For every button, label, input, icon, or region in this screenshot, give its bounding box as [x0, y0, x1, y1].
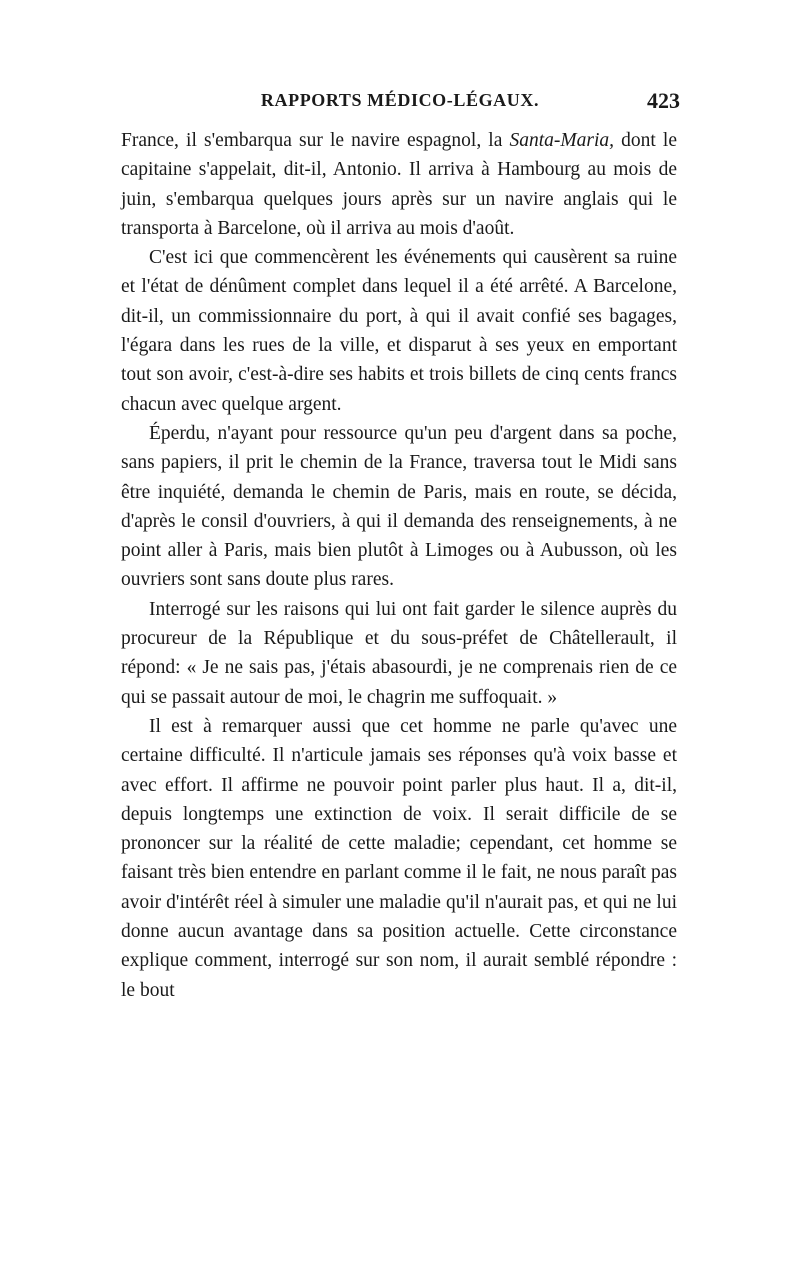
paragraph-1 — [121, 126, 677, 243]
paragraph-4: Interrogé sur les raisons qui lui ont fait garder le silence auprès du procureur de la République et du sous-préfet de Châtellerault, il répond: « Je ne sais pas, j'étais abasourdi, je ne comprenais rien de ce qui se passait autour de moi, le chagrin me suffoquait. » — [121, 598, 677, 708]
paragraph-3: Éperdu, n'ayant pour ressource qu'un peu d'argent dans sa poche, sans papiers, il prit le chemin de la France, traversa tout le Midi sans être inquiété, demanda le chemin de Paris, mais en route, se décida, d'après le consil d'ouvriers, à qui il demanda des renseignements, à ne point aller à Paris, mais bien plutôt à Limoges ou à Aubusson, où les ouvriers sont sans doute plus rares. — [121, 422, 677, 591]
page-number: 423 — [647, 88, 680, 113]
ship-name: Santa-Maria, — [509, 130, 615, 151]
body-text — [121, 126, 677, 1005]
running-title: RAPPORTS MÉDICO-LÉGAUX. — [260, 90, 540, 110]
paragraph-2: C'est ici que commencèrent les événements qui causèrent sa ruine et l'état de dénûment complet dans lequel il a été arrêté. A Barcelone, dit-il, un commissionnaire du port, à qui il avait confié ses bagages, l'égara dans les rues de la ville, et disparut à ses yeux en emportant tout son avoir, c'est-à-dire ses habits et trois billets de cinq cents francs chacun avec quelque argent. — [121, 247, 677, 415]
running-head — [120, 90, 680, 120]
paragraph-5: Il est à remarquer aussi que cet homme ne parle qu'avec une certaine difficulté. Il n'articule jamais ses réponses qu'à voix basse et avec effort. Il affirme ne pouvoir point parler plus haut. Il a, dit-il, depuis longtemps une extinction de voix. Il serait difficile de se prononcer sur la réalité de cette maladie; cependant, cet homme se faisant très bien entendre en parlant comme il le fait, ne nous paraît pas avoir d'intérêt réel à simuler une maladie qu'il n'aurait pas, et qui ne lui donne aucun avantage dans sa position actuelle. Cette circonstance explique comment, interrogé sur son nom, il aurait semblé répondre : le bout — [121, 715, 677, 1001]
paragraph-1-text-before: France, il s'embarqua sur le navire espagnol, la — [121, 130, 510, 151]
paragraph-1-text-after: dont le capitaine s'appelait, dit-il, Antonio. Il arriva à Hambourg au mois de juin, s'embarqua quelques jours après sur un navire anglais qui le transporta à Barcelone, où il arriva au mois d'août. — [121, 130, 677, 239]
